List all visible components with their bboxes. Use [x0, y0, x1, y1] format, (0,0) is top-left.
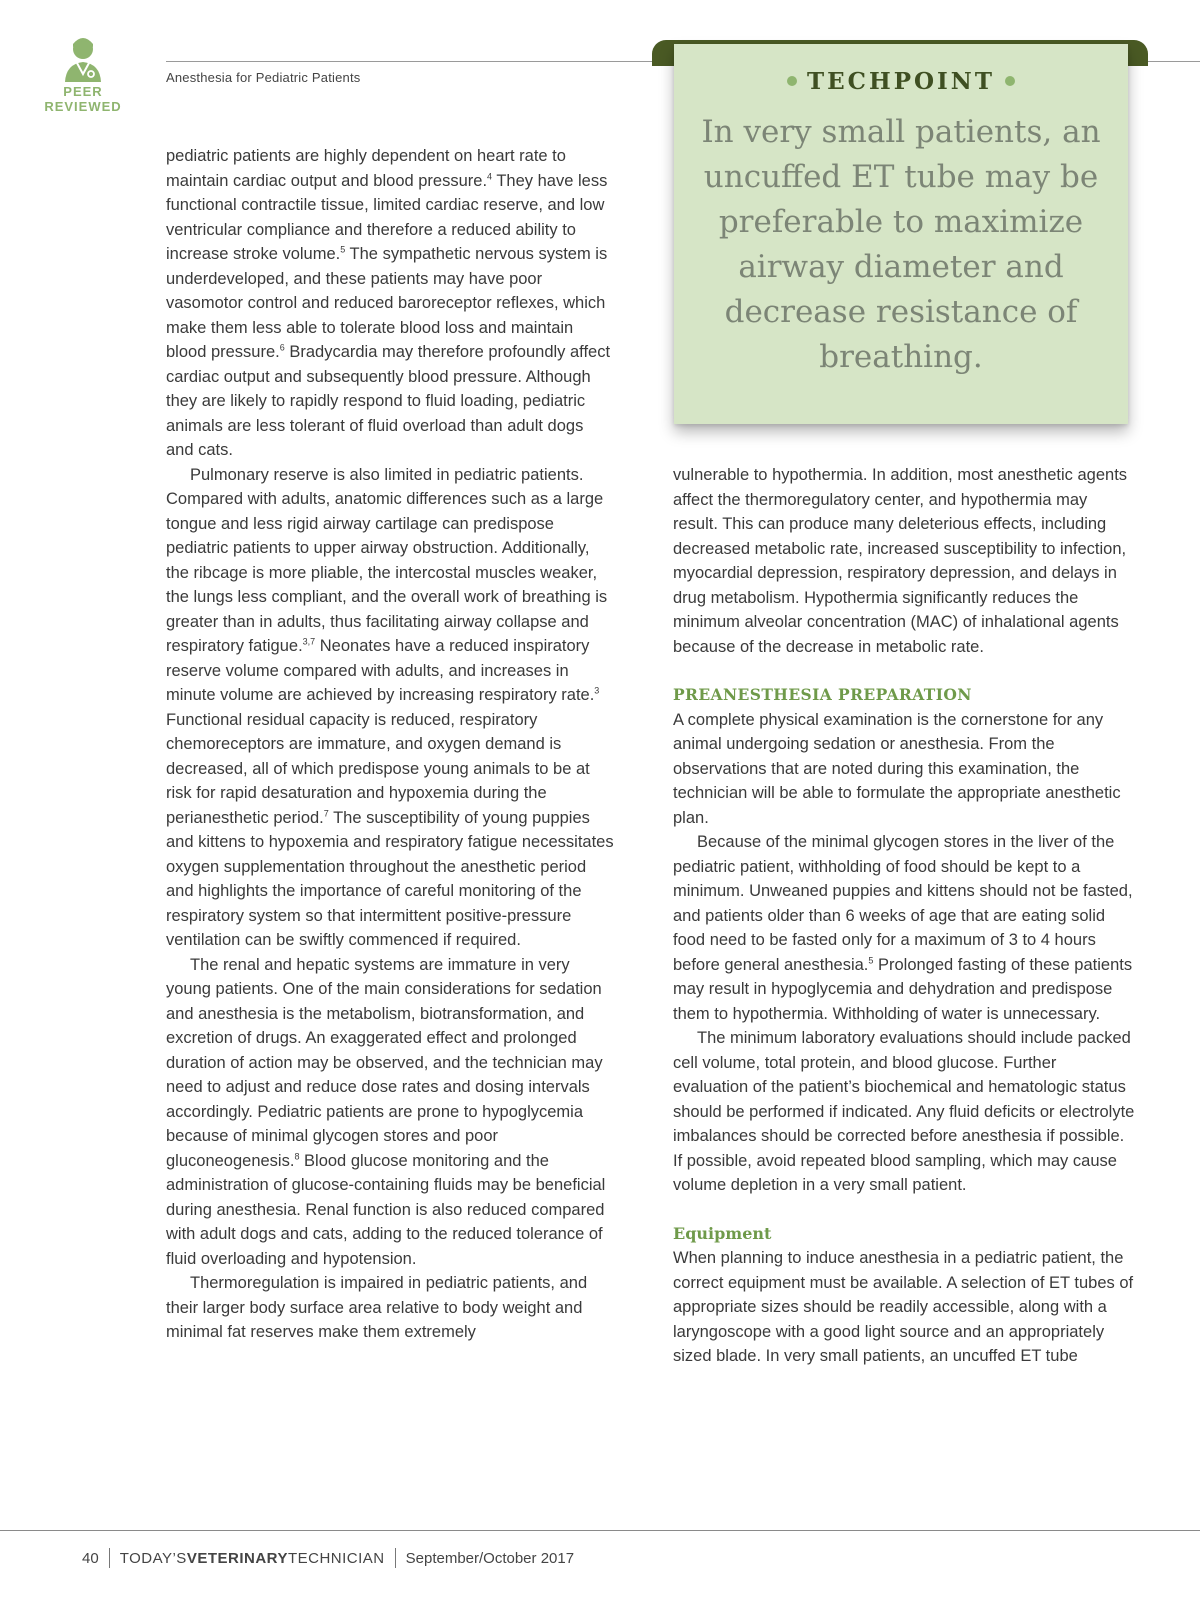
peer-reviewed-badge: [38, 34, 128, 114]
paragraph: pediatric patients are highly dependent on heart rate to maintain cardiac output and blood pressure.$^4$ They have less functional contractile tissue, limited cardiac reserve, and low ventricular compliance and therefore a reduced ability to increase stroke volume.$^5$ The sympathetic nervous system is underdeveloped, and these patients may have poor vasomotor control and reduced baroreceptor reflexes, which make them less able to tolerate blood loss and maintain blood pressure.$^6$ Bradycardia may therefore profoundly affect cardiac output and subsequently blood pressure. Although they are likely to rapidly respond to fluid loading, pediatric animals are less tolerant of fluid overload than adult dogs and cats.: [166, 147, 611, 459]
paragraph: Because of the minimal glycogen stores in the liver of the pediatric patient, withholding of food should be kept to a minimum. Unweaned puppies and kittens should not be fasted, and patients older than 6 weeks of age that are eating solid food need to be fasted only for a maximum of 3 to 4 hours before general anesthesia.$^5$ Prolonged fasting of these patients may result in hypoglycemia and dehydration and predispose them to hypothermia. Withholding of water is unnecessary.: [673, 833, 1133, 1023]
running-head: Anesthesia for Pediatric Patients: [166, 70, 361, 85]
subsection-heading: Equipment: [673, 1223, 772, 1243]
reference-marker: 5: [340, 244, 346, 255]
paragraph: A complete physical examination is the cornerstone for any animal undergoing sedation or anesthesia. From the observations that are noted during this examination, the technician will be able to formulate the appropriate anesthetic plan.: [673, 710, 1121, 827]
paragraph: Thermoregulation is impaired in pediatric patients, and their larger body surface area relative to body weight and minimal fat reserves make them extremely: [166, 1274, 588, 1341]
publication-name: TODAY’SVETERINARYTECHNICIAN: [119, 1549, 385, 1567]
badge-label-line2: REVIEWED: [44, 99, 122, 114]
reference-marker: 6: [279, 342, 285, 353]
issue-date: September/October 2017: [405, 1549, 575, 1567]
section-heading: PREANESTHESIA PREPARATION: [673, 685, 972, 704]
paragraph: Pulmonary reserve is also limited in pediatric patients. Compared with adults, anatomic differences such as a large tongue and less rigid airway cartilage can predispose pediatric patients to upper airway obstruction. Additionally, the ribcage is more pliable, the intercostal muscles weaker, the lungs less compliant, and the overall work of breathing is greater than in adults, thus facilitating airway collapse and respiratory fatigue.$^{3,7}$ Neonates have a reduced inspiratory reserve volume compared with adults, and increases in minute volume are achieved by increasing respiratory rate.$^3$ Functional residual capacity is reduced, respiratory chemoreceptors are immature, and oxygen demand is decreased, all of which predispose young animals to be at risk for rapid desaturation and hypoxemia during the perianesthetic period.$^7$ The susceptibility of young puppies and kittens to hypoxemia and respiratory fatigue necessitates oxygen supplementation throughout the anesthetic period and highlights the importance of careful monitoring of the respiratory system so that intermittent positive-pressure ventilation can be swiftly commenced if required.: [166, 465, 614, 949]
footer-divider: [109, 1548, 110, 1568]
footer-divider: [395, 1548, 396, 1568]
reference-marker: 7: [323, 808, 329, 818]
paragraph: When planning to induce anesthesia in a pediatric patient, the correct equipment must be available. A selection of ET tubes of appropriate sizes should be readily accessible, along with a laryngoscope with a good light source and an appropriately sized blade. In very small patients, an uncuffed ET tube: [673, 1249, 1134, 1365]
techpoint-callout: [674, 44, 1128, 424]
reference-marker: 8: [294, 1151, 300, 1161]
bullet-dot-icon: [1005, 76, 1015, 86]
reference-marker: 5: [868, 955, 874, 965]
reference-marker: 3: [594, 685, 600, 696]
reference-marker: 4: [487, 171, 493, 181]
paragraph: The renal and hepatic systems are immature in very young patients. One of the main considerations for sedation and anesthesia is the metabolism, biotransformation, and excretion of drugs. An exaggerated effect and prolonged duration of action may be observed, and the technician may need to adjust and reduce dose rates and dosing intervals accordingly. Pediatric patients are prone to hypoglycemia because of minimal glycogen stores and poor gluconeogenesis.$^8$ Blood glucose monitoring and the administration of glucose-containing fluids may be beneficial during anesthesia. Renal function is also reduced compared with adult dogs and cats, adding to the reduced tolerance of fluid overloading and hypotension.: [166, 955, 606, 1268]
footer-rule: [0, 1530, 1200, 1531]
paragraph: vulnerable to hypothermia. In addition, most anesthetic agents affect the thermoregulatory center, and hypothermia may result. This can produce many deleterious effects, including decreased metabolic rate, increased susceptibility to infection, myocardial depression, respiratory depression, and delays in drug metabolism. Hypothermia significantly reduces the minimum alveolar concentration (MAC) of inhalational agents because of the decrease in metabolic rate.: [673, 466, 1128, 656]
right-column: [673, 463, 1135, 1369]
doctor-icon: [58, 34, 108, 84]
techpoint-quote: In very small patients, an uncuffed ET tube may be preferable to maximize airway diameter and decrease resistance of breathing.: [701, 114, 1101, 375]
techpoint-title: TECHPOINT: [807, 67, 995, 95]
badge-label-line1: PEER: [63, 84, 103, 99]
techpoint-header: [674, 66, 1128, 96]
bullet-dot-icon: [787, 76, 797, 86]
page-number: 40: [82, 1549, 99, 1567]
paragraph: The minimum laboratory evaluations should include packed cell volume, total protein, and blood glucose. Further evaluation of the patient’s biochemical and hematologic status should be performed if indicated. Any fluid deficits or electrolyte imbalances should be corrected before anesthesia if possible. If possible, avoid repeated blood sampling, which may cause volume depletion in a very small patient.: [673, 1029, 1135, 1194]
footer: [82, 1548, 574, 1568]
reference-marker: 3,7: [302, 636, 316, 647]
left-column: [166, 144, 614, 1345]
